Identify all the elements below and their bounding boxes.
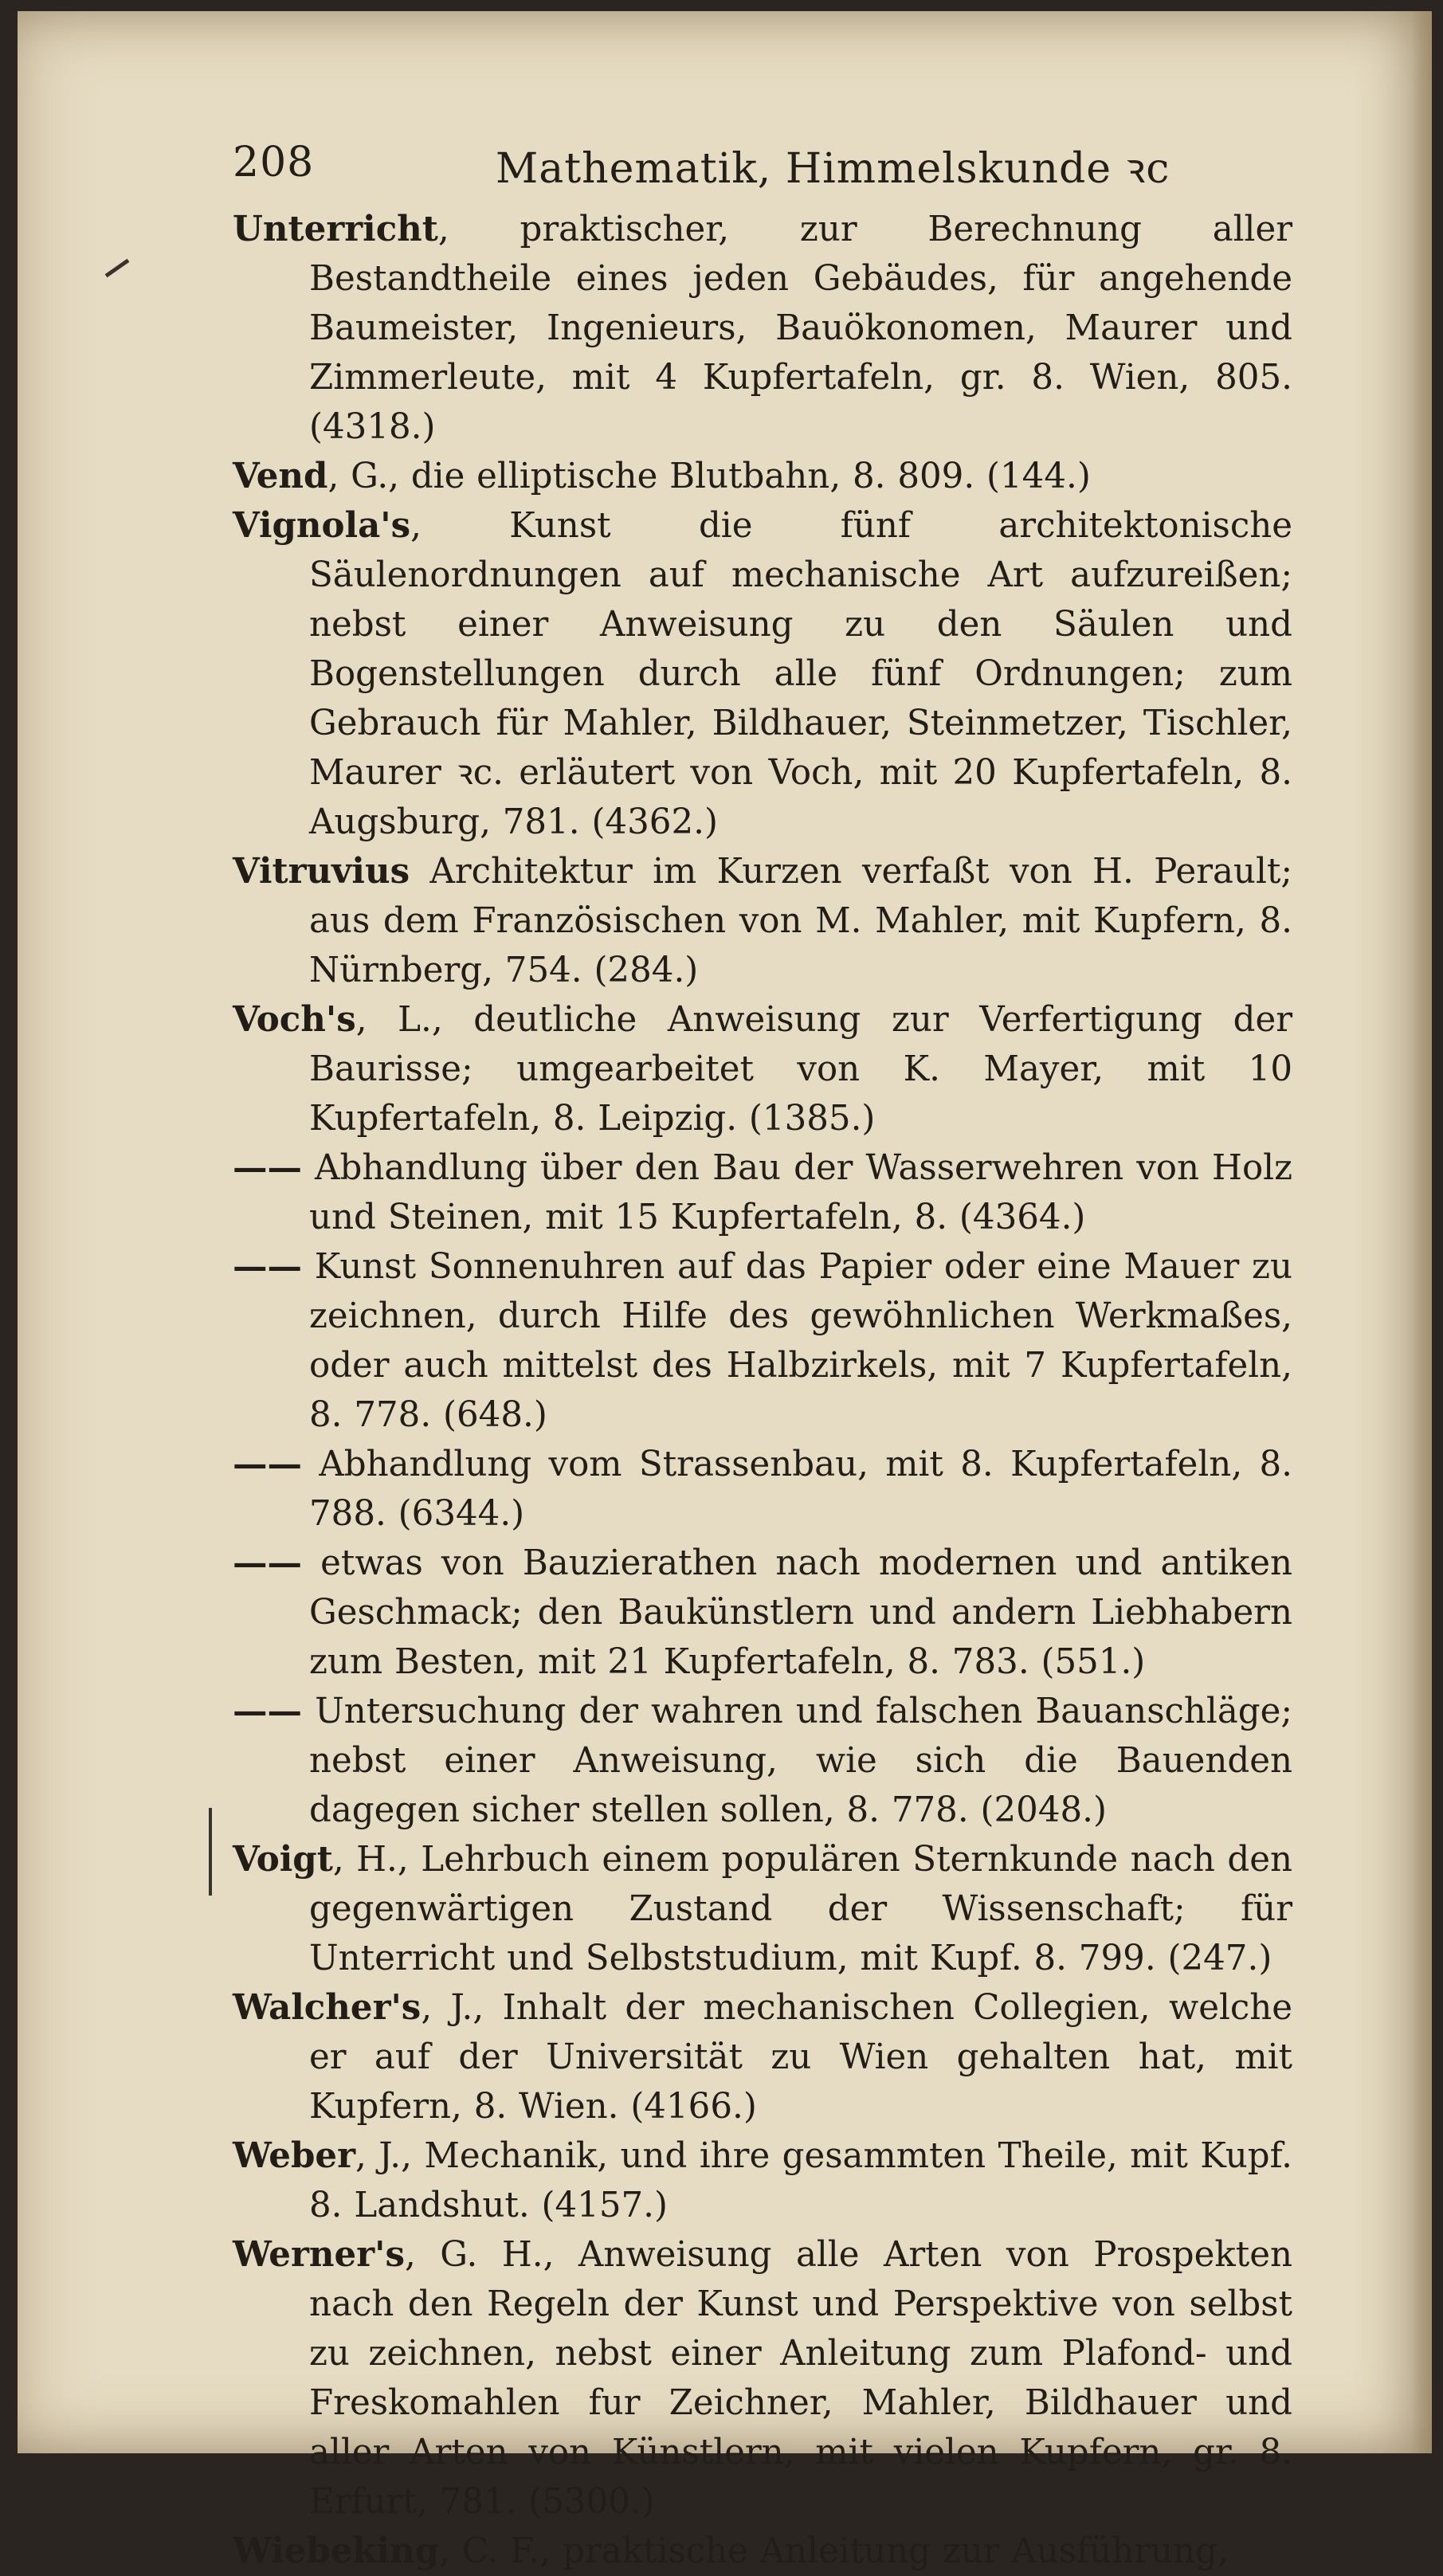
entry-dash: —— xyxy=(233,1691,302,1731)
entry-text: , J., Inhalt der mechanischen Collegien, welche er auf der Universität zu Wien gehalten hat, mit Kupfern, 8. Wien. (4166.) xyxy=(309,1988,1292,2127)
entry-vignola xyxy=(233,501,1292,847)
entry-lemma: Voch's xyxy=(233,999,356,1040)
entry-voch-strassenbau xyxy=(233,1440,1292,1539)
entry-voch-bauzierathen xyxy=(233,1539,1292,1687)
entry-weber xyxy=(233,2131,1292,2230)
entry-text: , G. H., Anweisung alle Arten von Prospekten nach den Regeln der Kunst und Perspektive von selbst zu zeichnen, nebst einer Anleitung zum Plafond- und Freskomahlen fur Zeichner, Mahler, Bildhauer und aller Arten von Künstlern, mit vielen Kupfern, gr. 8. Erfurt, 781. (5300.) xyxy=(309,2235,1292,2522)
entry-text: Untersuchung der wahren und falschen Bauanschläge; nebst einer Anweisung, wie sich die Bauenden dagegen sicher stellen sollen, 8. 778. (2048.) xyxy=(302,1692,1292,1830)
entry-text: , praktischer, zur Berechnung aller Bestandtheile eines jeden Gebäudes, für angehende Baumeister, Ingenieurs, Bauökonomen, Maurer und Zimmerleute, mit 4 Kupfertafeln, gr. 8. Wien, 805. (4318.) xyxy=(309,210,1292,447)
entry-text: Architektur im Kurzen verfaßt von H. Perault; aus dem Französischen von M. Mahler, mit Kupfern, 8. Nürnberg, 754. (284.) xyxy=(309,852,1292,990)
entry-dash: —— xyxy=(233,1147,302,1188)
entry-lemma: Vitruvius xyxy=(233,851,410,892)
entry-text: , J., Mechanik, und ihre gesammten Theile, mit Kupf. 8. Landshut. (4157.) xyxy=(309,2136,1292,2225)
entry-unterricht xyxy=(233,205,1292,452)
entry-voch xyxy=(233,995,1292,1143)
entry-vitruvius xyxy=(233,847,1292,995)
entry-text: , C. F., praktische Anleitung zur Ausführung, xyxy=(439,2531,1229,2571)
bibliography-entries xyxy=(233,205,1292,2576)
entry-lemma: Wiebeking xyxy=(233,2531,440,2571)
entry-walcher xyxy=(233,1983,1292,2131)
entry-voigt xyxy=(233,1835,1292,1983)
entry-text: , G., die elliptische Blutbahn, 8. 809. (144.) xyxy=(327,457,1091,496)
entry-lemma: Vend xyxy=(233,456,328,496)
entry-text: , Kunst die fünf architektonische Säulenordnungen auf mechanische Art aufzureißen; nebst einer Anweisung zu den Säulen und Bogenstellungen durch alle fünf Ordnungen; zum Gebrauch für Mahler, Bildhauer, Steinmetzer, Tischler, Maurer ꝛc. erläutert von Voch, mit 20 Kupfertafeln, 8. Augsburg, 781. (4362.) xyxy=(309,506,1292,842)
page-number: 208 xyxy=(233,139,315,186)
entry-wiebeking xyxy=(233,2527,1292,2576)
entry-text: , L., deutliche Anweisung zur Verfertigung der Baurisse; umgearbeitet von K. Mayer, mit 10 Kupfertafeln, 8. Leipzig. (1385.) xyxy=(309,1000,1292,1139)
entry-text: Abhandlung über den Bau der Wasserwehren von Holz und Steinen, mit 15 Kupfertafeln, 8. (4364.) xyxy=(302,1148,1292,1237)
entry-werner xyxy=(233,2230,1292,2527)
section-title: Mathematik, Himmelskunde ꝛc xyxy=(496,145,1170,193)
entry-lemma: Werner's xyxy=(233,2234,405,2275)
margin-line-mark xyxy=(209,1808,212,1896)
entry-vend xyxy=(233,452,1292,501)
entry-text: , H., Lehrbuch einem populären Sternkunde nach den gegenwärtigen Zustand der Wissenschaft; für Unterricht und Selbststudium, mit Kupf. 8. 799. (247.) xyxy=(309,1840,1292,1978)
entry-voch-bauanschlaege xyxy=(233,1687,1292,1835)
margin-pencil-mark xyxy=(105,259,130,278)
book-page xyxy=(18,11,1432,2571)
entry-voch-sonnenuhren xyxy=(233,1242,1292,1440)
entry-voch-wasserwehren xyxy=(233,1143,1292,1242)
entry-lemma: Voigt xyxy=(233,1839,333,1880)
entry-lemma: Walcher's xyxy=(233,1987,422,2028)
entry-text: Abhandlung vom Strassenbau, mit 8. Kupfertafeln, 8. 788. (6344.) xyxy=(302,1445,1292,1534)
entry-lemma: Weber xyxy=(233,2135,355,2176)
page-edge-shadow xyxy=(1411,11,1432,2453)
entry-dash: —— xyxy=(233,1543,302,1583)
entry-text: Kunst Sonnenuhren auf das Papier oder eine Mauer zu zeichnen, durch Hilfe des gewöhnlichen Werkmaßes, oder auch mittelst des Halbzirkels, mit 7 Kupfertafeln, 8. 778. (648.) xyxy=(302,1247,1292,1435)
entry-dash: —— xyxy=(233,1246,302,1287)
running-head xyxy=(233,139,1308,202)
entry-dash: —— xyxy=(233,1444,302,1484)
entry-lemma: Unterricht xyxy=(233,209,438,249)
entry-lemma: Vignola's xyxy=(233,505,411,546)
entry-text: etwas von Bauzierathen nach modernen und antiken Geschmack; den Baukünstlern und andern Liebhabern zum Besten, mit 21 Kupfertafeln, 8. 783. (551.) xyxy=(302,1543,1292,1682)
